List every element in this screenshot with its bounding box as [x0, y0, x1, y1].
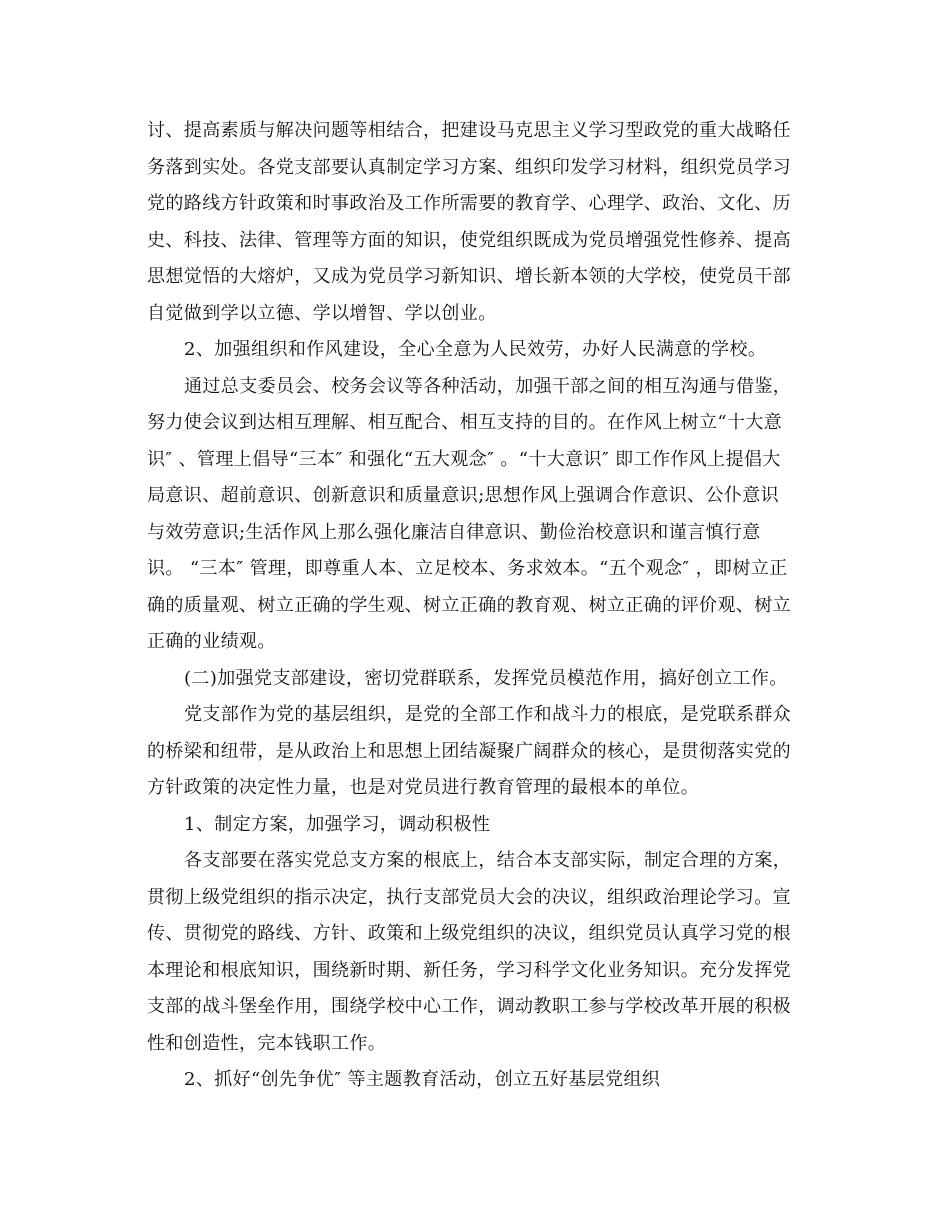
text-line: 正确的业绩观。 [147, 631, 276, 652]
text-line: 性和创造性，完本钱职工作。 [147, 1032, 387, 1054]
text-line: 识。 “三本″ 管理，即尊重人本、立足校本、务求效本。“五个观念″ ，即树立正 [147, 558, 788, 579]
paragraph-first-line: 通过总支委员会、校务会议等各种活动，加强干部之间的相互沟通与借鉴， [184, 375, 792, 397]
text-line: 识″ 、管理上倡导“三本″ 和强化“五大观念″ 。“十大意识″ 即工作作风上提倡大 [147, 448, 781, 470]
text-line: 传、贯彻党的路线、方针、政策和上级党组织的决议，组织党员认真学习党的根 [147, 923, 791, 944]
text-line: 讨、提高素质与解决问题等相结合，把建设马克思主义学习型政党的重大战略任 [147, 120, 791, 141]
text-line: 本理论和根底知识，围绕新时期、新任务，学习科学文化业务知识。充分发挥党 [147, 959, 791, 981]
paragraph-first-line: 各支部要在落实党总支方案的根底上，结合本支部实际，制定合理的方案， [184, 850, 792, 871]
text-line: 史、科技、法律、管理等方面的知识，使党组织既成为党员增强党性修养、提高 [147, 229, 791, 251]
text-line: 思想觉悟的大熔炉，又成为党员学习新知识、增长新本领的大学校，使党员干部 [147, 266, 791, 287]
paragraph-first-line: 2、加强组织和作风建设，全心全意为人民效劳，办好人民满意的学校。 [184, 339, 767, 360]
text-line: 的桥梁和纽带，是从政治上和思想上团结凝聚广阔群众的核心，是贯彻落实党的 [147, 740, 791, 762]
text-line: 与效劳意识;生活作风上那么强化廉洁自律意识、勤俭治校意识和谨言慎行意 [147, 521, 761, 543]
paragraph-first-line: 1、制定方案，加强学习，调动积极性 [184, 813, 491, 835]
text-line: 方针政策的决定性力量，也是对党员进行教育管理的最根本的单位。 [147, 777, 699, 798]
text-line: 自觉做到学以立德、学以增智、学以创业。 [147, 302, 497, 324]
document-body [147, 113, 803, 1099]
text-line: 努力使会议到达相互理解、相互配合、相互支持的目的。在作风上树立“十大意 [147, 412, 783, 433]
text-line: 确的质量观、树立正确的学生观、树立正确的教育观、树立正确的评价观、树立 [147, 594, 791, 616]
paragraph-first-line: (二)加强党支部建设，密切党群联系，发挥党员模范作用，搞好创立工作。 [184, 667, 788, 689]
text-line: 贯彻上级党组织的指示决定，执行支部党员大会的决议，组织政治理论学习。宣 [147, 886, 791, 908]
text-line: 局意识、超前意识、创新意识和质量意识;思想作风上强调合作意识、公仆意识 [147, 485, 780, 506]
text-line: 党的路线方针政策和时事政治及工作所需要的教育学、心理学、政治、文化、历 [147, 193, 791, 214]
text-line: 务落到实处。各党支部要认真制定学习方案、组织印发学习材料，组织党员学习 [147, 156, 791, 178]
paragraph-first-line: 党支部作为党的基层组织，是党的全部工作和战斗力的根底，是党联系群众 [184, 704, 792, 725]
paragraph-first-line: 2、抓好“创先争优″ 等主题教育活动，创立五好基层党组织 [184, 1069, 661, 1090]
text-line: 支部的战斗堡垒作用，围绕学校中心工作，调动教职工参与学校改革开展的积极 [147, 996, 791, 1017]
